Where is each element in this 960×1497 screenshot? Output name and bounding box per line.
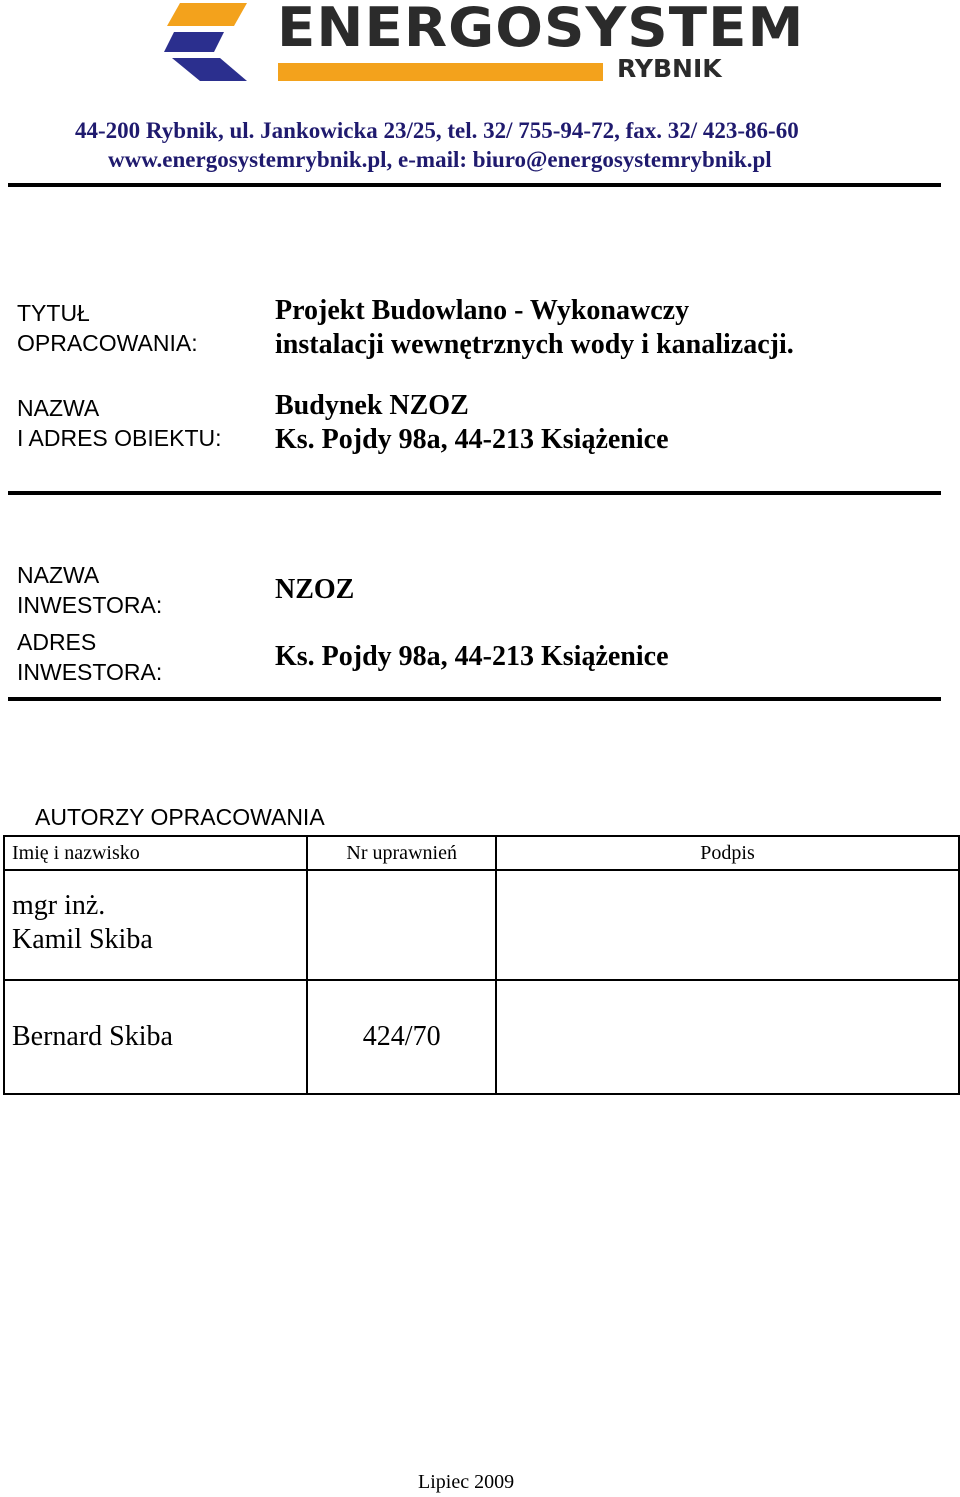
- investor-address-label-line2: INWESTORA:: [17, 659, 163, 685]
- object-value-line2: Ks. Pojdy 98a, 44-213 Książenice: [275, 424, 669, 455]
- investor-name-label-line1: NAZWA: [17, 562, 100, 588]
- table-header-row: [4, 836, 959, 870]
- header-signature: Podpis: [496, 836, 959, 870]
- object-value-line1: Budynek NZOZ: [275, 390, 469, 421]
- author-signature-cell: [496, 870, 959, 980]
- header-name: Imię i nazwisko: [4, 836, 307, 870]
- logo-company-name: ENERGOSYSTEM: [277, 0, 805, 59]
- logo-mark-icon: [162, 0, 282, 86]
- title-value-line2: instalacji wewnętrznych wody i kanalizacji.: [275, 329, 794, 360]
- author-license-cell: [307, 870, 496, 980]
- author-name-line2: Kamil Skiba: [12, 924, 153, 955]
- investor-address-label: [17, 627, 162, 687]
- investor-name-label: [17, 560, 162, 620]
- author-name-cell: [4, 870, 307, 980]
- table-row: [4, 980, 959, 1094]
- author-name-line1: Bernard Skiba: [12, 1021, 173, 1052]
- company-logo: [162, 0, 805, 86]
- header-license: Nr uprawnień: [307, 836, 496, 870]
- authors-table: [3, 835, 960, 1095]
- logo-city: RYBNIK: [617, 54, 722, 83]
- investor-name-label-line2: INWESTORA:: [17, 592, 163, 618]
- table-row: [4, 870, 959, 980]
- divider-middle: [8, 491, 941, 495]
- object-value: [275, 389, 669, 457]
- logo-orange-bar: [278, 63, 603, 81]
- author-name-cell: [4, 980, 307, 1094]
- contact-line-web: www.energosystemrybnik.pl, e-mail: biuro@energosystemrybnik.pl: [108, 147, 772, 172]
- title-value: [275, 294, 794, 362]
- title-label-line1: TYTUŁ: [17, 300, 90, 326]
- author-signature-cell: [496, 980, 959, 1094]
- divider-bottom: [8, 697, 941, 701]
- object-label-line1: NAZWA: [17, 395, 100, 421]
- author-license: 424/70: [362, 1021, 441, 1052]
- investor-name-value: NZOZ: [275, 574, 355, 605]
- title-value-line1: Projekt Budowlano - Wykonawczy: [275, 295, 690, 326]
- object-label-line2: I ADRES OBIEKTU:: [17, 425, 222, 451]
- authors-title: AUTORZY OPRACOWANIA: [35, 804, 325, 830]
- investor-address-label-line1: ADRES: [17, 629, 97, 655]
- investor-address-value: Ks. Pojdy 98a, 44-213 Książenice: [275, 641, 669, 672]
- title-label: [17, 298, 198, 358]
- author-license-cell: [307, 980, 496, 1094]
- footer-date: Lipiec 2009: [418, 1471, 515, 1493]
- object-label: [17, 393, 222, 453]
- author-name-line1: mgr inż.: [12, 890, 106, 921]
- divider-top: [8, 183, 941, 187]
- contact-line-address: 44-200 Rybnik, ul. Jankowicka 23/25, tel. 32/ 755-94-72, fax. 32/ 423-86-60: [75, 118, 799, 143]
- title-label-line2: OPRACOWANIA:: [17, 330, 198, 356]
